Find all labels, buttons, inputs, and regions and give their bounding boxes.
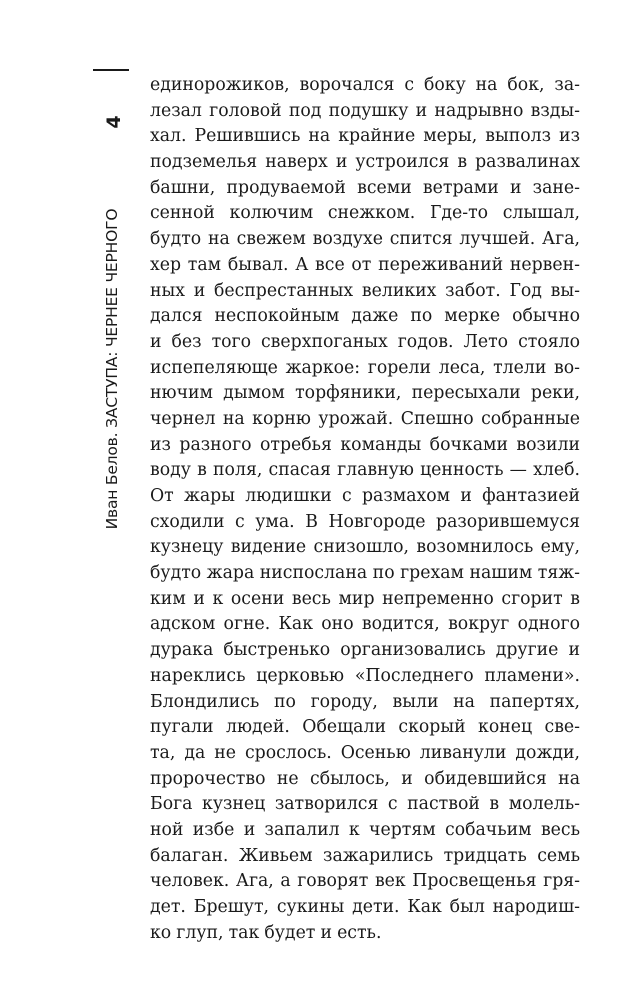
running-head: Иван Белов. ЗАСТУПА: ЧЕРНЕЕ ЧЕРНОГО <box>103 208 121 530</box>
text-line: испепеляюще жаркое: горели леса, тлели во- <box>150 357 580 378</box>
body-text <box>150 73 580 946</box>
text-line: дался неспокойным даже по мерке обычно <box>150 306 580 327</box>
text-line: сходили с ума. В Новгороде разорившемуся <box>150 511 580 532</box>
text-line: из разного отребья команды бочками возили <box>150 434 580 455</box>
text-line: башни, продуваемой всеми ветрами и зане- <box>150 177 580 198</box>
text-line: ных и беспрестанных великих забот. Год вы- <box>150 280 580 301</box>
text-line: Бога кузнец затворился с паствой в молель- <box>150 794 580 815</box>
text-line: дурака быстренько организовались другие и <box>150 640 580 661</box>
text-line: та, да не срослось. Осенью ливанули дожди, <box>150 742 580 763</box>
text-line: будто на свежем воздухе спится лучшей. Ага, <box>150 229 580 250</box>
text-line: пророчество не сбылось, и обидевшийся на <box>150 768 580 789</box>
text-line: От жары людишки с размахом и фантазией <box>150 486 580 506</box>
text-line: единорожиков, ворочался с боку на бок, за- <box>150 75 580 95</box>
page-number: 4 <box>103 115 125 129</box>
text-line: будто жара ниспослана по грехам нашим тяж- <box>150 563 580 584</box>
header-rule <box>93 69 129 71</box>
text-line: адском огне. Как оно водится, вокруг одного <box>150 614 580 635</box>
text-line: нючим дымом торфяники, пересыхали реки, <box>150 383 580 404</box>
text-line: воду в поля, спасая главную ценность — хлеб. <box>150 460 580 481</box>
text-line: ной избе и запалил к чертям собачьим весь <box>150 819 580 840</box>
text-line: кузнецу видение снизошло, возомнилось ему, <box>150 537 580 558</box>
text-line: дет. Брешут, сукины дети. Как был народиш- <box>150 897 580 917</box>
text-line: человек. Ага, а говорят век Просвещенья гря- <box>150 871 580 892</box>
text-line: сенной колючим снежком. Где-то слышал, <box>150 203 580 224</box>
text-line: балаган. Живьем зажарились тридцать семь <box>150 845 580 866</box>
text-line: и без того сверхпоганых годов. Лето стояло <box>150 331 580 352</box>
text-line: подземелья наверх и устроился в развалинах <box>150 152 580 173</box>
text-line: пугали людей. Обещали скорый конец све- <box>150 717 580 738</box>
text-line: чернел на корню урожай. Спешно собранные <box>150 408 580 429</box>
text-line: хал. Решившись на крайние меры, выполз из <box>150 126 580 147</box>
text-line: лезал головой под подушку и надрывно взды- <box>150 100 580 121</box>
text-line: нареклись церковью «Последнего пламени». <box>150 665 580 686</box>
text-line: ко глуп, так будет и есть. <box>150 922 382 943</box>
text-line: хер там бывал. А все от переживаний нервен- <box>150 254 580 275</box>
text-line: ким и к осени весь мир непременно сгорит в <box>150 588 580 609</box>
text-line: Блондились по городу, выли на папертях, <box>150 691 580 712</box>
